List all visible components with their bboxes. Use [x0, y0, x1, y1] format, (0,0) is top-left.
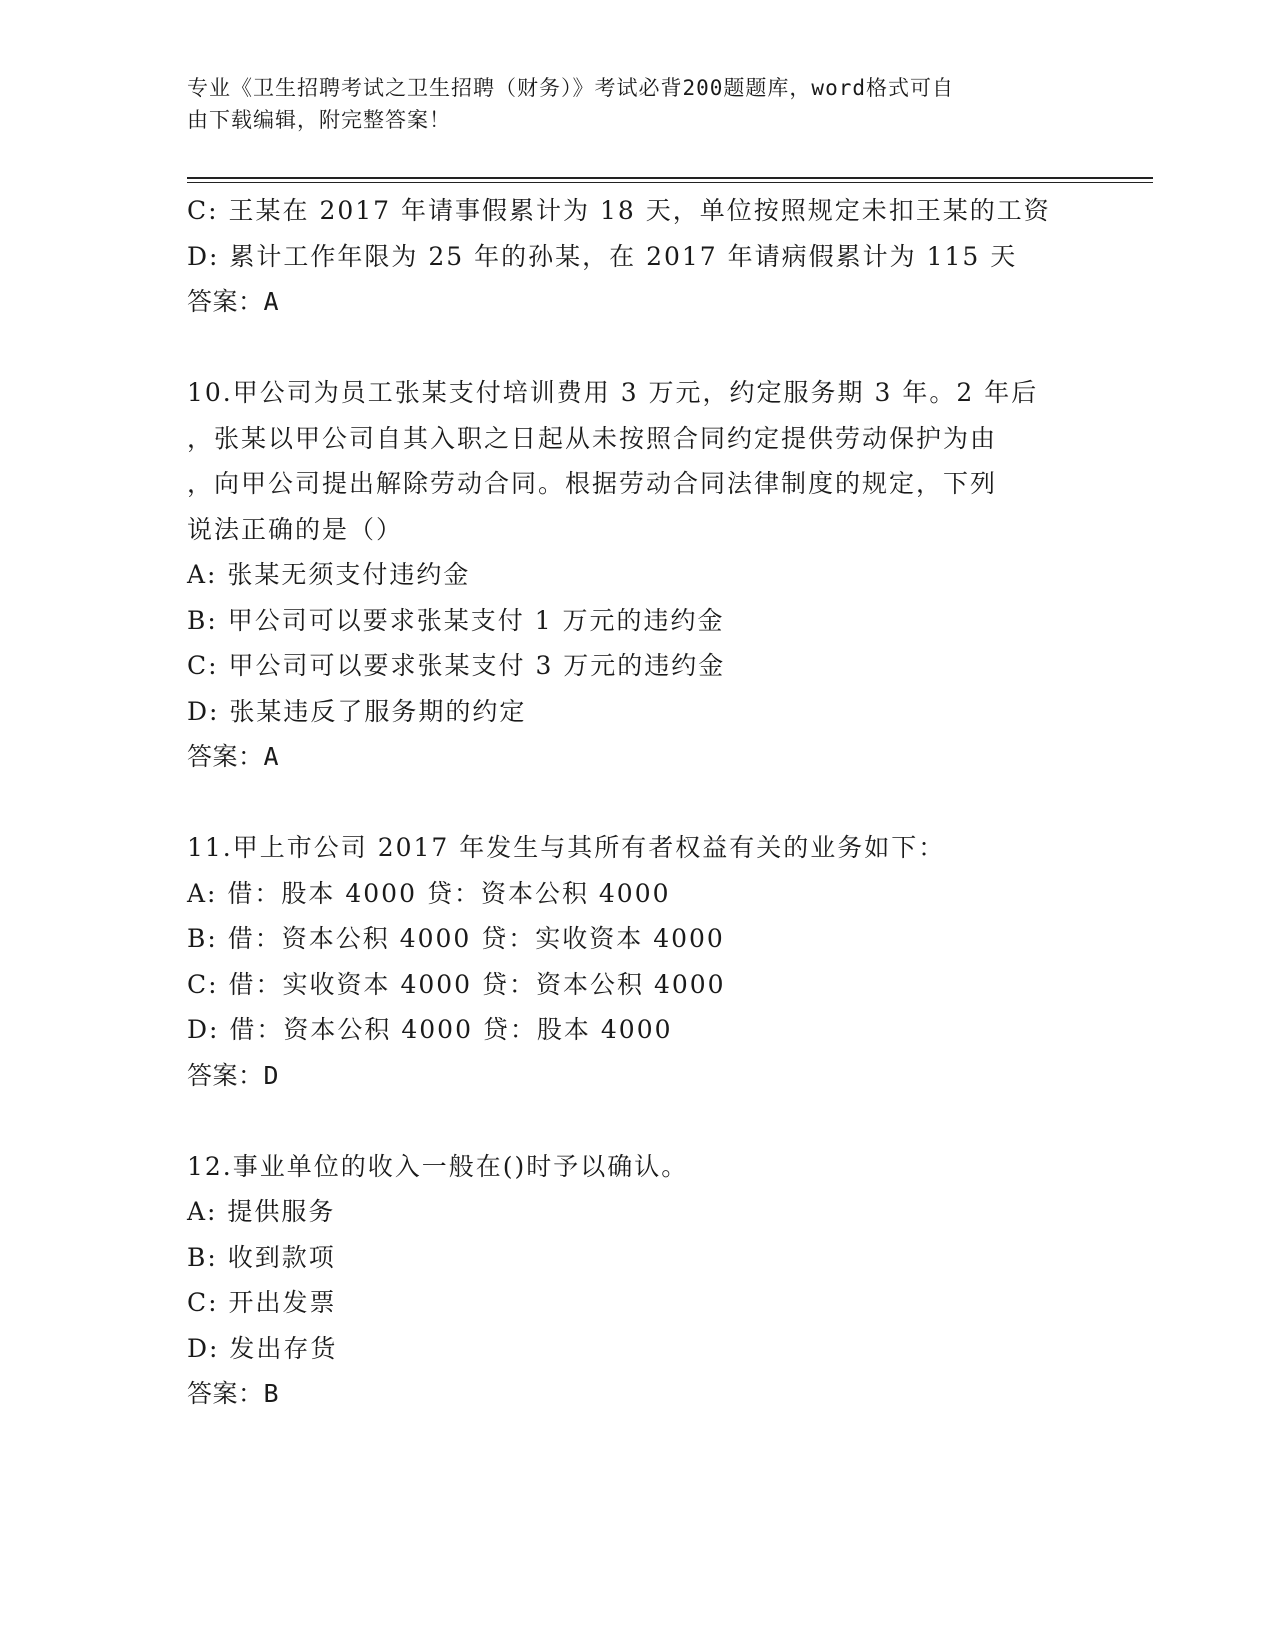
answer: 答案：B	[187, 1379, 280, 1408]
spacer	[187, 325, 1087, 371]
answer: 答案：A	[187, 287, 280, 316]
option-a: A: 提供服务	[187, 1197, 336, 1226]
answer: 答案：A	[187, 742, 280, 771]
question-list	[187, 188, 1087, 1417]
option-c: C: 王某在 2017 年请事假累计为 18 天，单位按照规定未扣王某的工资	[187, 196, 1051, 225]
question-stem-line: ，向甲公司提出解除劳动合同。根据劳动合同法律制度的规定，下列	[187, 469, 998, 498]
question-11	[187, 825, 1087, 1098]
header-line-1: 专业《卫生招聘考试之卫生招聘（财务）》考试必背200题题库，word格式可自	[187, 76, 954, 100]
answer: 答案：D	[187, 1060, 280, 1090]
option-d: D: 累计工作年限为 25 年的孙某，在 2017 年请病假累计为 115 天	[187, 241, 1018, 271]
question-stem-line: 12.事业单位的收入一般在()时予以确认。	[187, 1151, 689, 1181]
option-a: A: 借：股本 4000 贷：资本公积 4000	[187, 878, 671, 908]
spacer	[187, 780, 1087, 826]
header-line-2: 由下载编辑，附完整答案！	[187, 108, 451, 132]
option-d: D: 借：资本公积 4000 贷：股本 4000	[187, 1015, 673, 1044]
option-b: B: 收到款项	[187, 1242, 336, 1272]
question-9-tail	[187, 188, 1087, 325]
option-b: B: 甲公司可以要求张某支付 1 万元的违约金	[187, 605, 725, 635]
option-a: A: 张某无须支付违约金	[187, 560, 471, 589]
option-c: C: 甲公司可以要求张某支付 3 万元的违约金	[187, 651, 726, 680]
question-stem-line: 10.甲公司为员工张某支付培训费用 3 万元，约定服务期 3 年。2 年后	[187, 378, 1039, 407]
option-d: D: 张某违反了服务期的约定	[187, 696, 527, 726]
question-12	[187, 1144, 1087, 1417]
spacer	[187, 1098, 1087, 1144]
option-d: D: 发出存货	[187, 1333, 338, 1363]
question-10	[187, 370, 1087, 780]
question-stem-line: 11.甲上市公司 2017 年发生与其所有者权益有关的业务如下：	[187, 833, 946, 862]
option-c: C: 开出发票	[187, 1288, 337, 1317]
question-stem-line: ，张某以甲公司自其入职之日起从未按照合同约定提供劳动保护为由	[187, 423, 998, 453]
document-header	[187, 72, 1067, 136]
option-c: C: 借：实收资本 4000 贷：资本公积 4000	[187, 969, 726, 999]
option-b: B: 借：资本公积 4000 贷：实收资本 4000	[187, 924, 725, 953]
header-divider-thick	[187, 177, 1153, 179]
question-stem-line: 说法正确的是（）	[187, 514, 404, 544]
header-divider-thin	[187, 182, 1153, 183]
